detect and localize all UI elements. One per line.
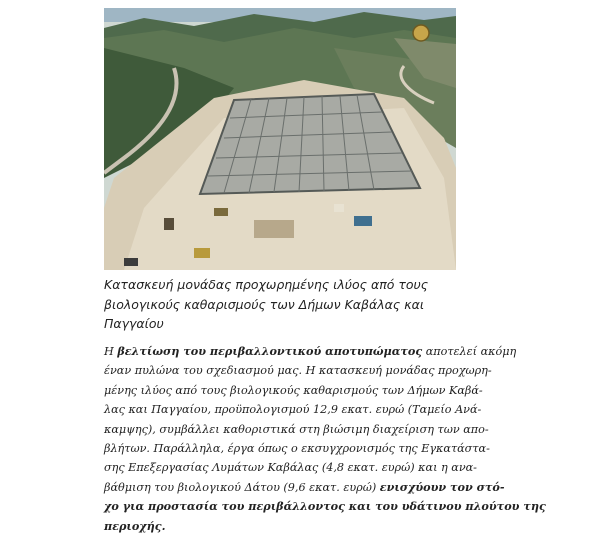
caption-line: Κατασκευή μονάδας προχωρημένης ιλύος από τους bbox=[104, 277, 429, 292]
paragraph-line bbox=[104, 517, 470, 536]
paragraph-line: βλήτων. Παράλληλα, έργα όπως ο εκσυγχρονισμός της Εγκατάστα- bbox=[104, 442, 490, 456]
paragraph-line: λας και Παγγαίου, προϋπολογισμού 12,9 εκατ. ευρώ (Ταμείο Ανά- bbox=[104, 403, 482, 417]
construction-site-photo bbox=[104, 8, 456, 270]
paragraph-line: βάθμιση του βιολογικού Δάτου (9,6 εκατ. ευρώ) ενισχύουν τον στό- bbox=[104, 479, 505, 494]
bold-emphasis: ενισχύουν τον στό- bbox=[379, 479, 505, 494]
paragraph-line bbox=[104, 497, 546, 516]
caption-line: βιολογικούς καθαρισμούς των Δήμων Καβάλας και bbox=[104, 296, 425, 312]
bold-emphasis: χο για προστασία του περιβάλλοντος και του υδάτινου πλούτου της bbox=[104, 499, 546, 514]
paragraph-line: μένης ιλύος από τους βιολογικούς καθαρισμούς των Δήμων Καβά- bbox=[104, 383, 483, 397]
bold-emphasis: περιοχής. bbox=[104, 518, 166, 533]
paragraph-line: Η βελτίωση του περιβαλλοντικού αποτυπώματος αποτελεί ακόμη bbox=[104, 344, 517, 358]
figure-caption bbox=[104, 275, 464, 334]
bold-emphasis: βελτίωση του περιβαλλοντικού αποτυπώματος bbox=[117, 344, 423, 358]
paragraph-line: καμψης), συμβάλλει καθοριστικά στη βιώσιμη διαχείριση των απο- bbox=[104, 422, 489, 436]
paragraph-line: έναν πυλώνα του σχεδιασμού μας. Η κατασκευή μονάδας προχωρη- bbox=[104, 364, 492, 378]
article-paragraph bbox=[104, 342, 546, 536]
paragraph-line: σης Επεξεργασίας Λυμάτων Καβάλας (4,8 εκατ. ευρώ) και η ανα- bbox=[104, 461, 477, 475]
caption-line: Παγγαίου bbox=[104, 316, 164, 331]
